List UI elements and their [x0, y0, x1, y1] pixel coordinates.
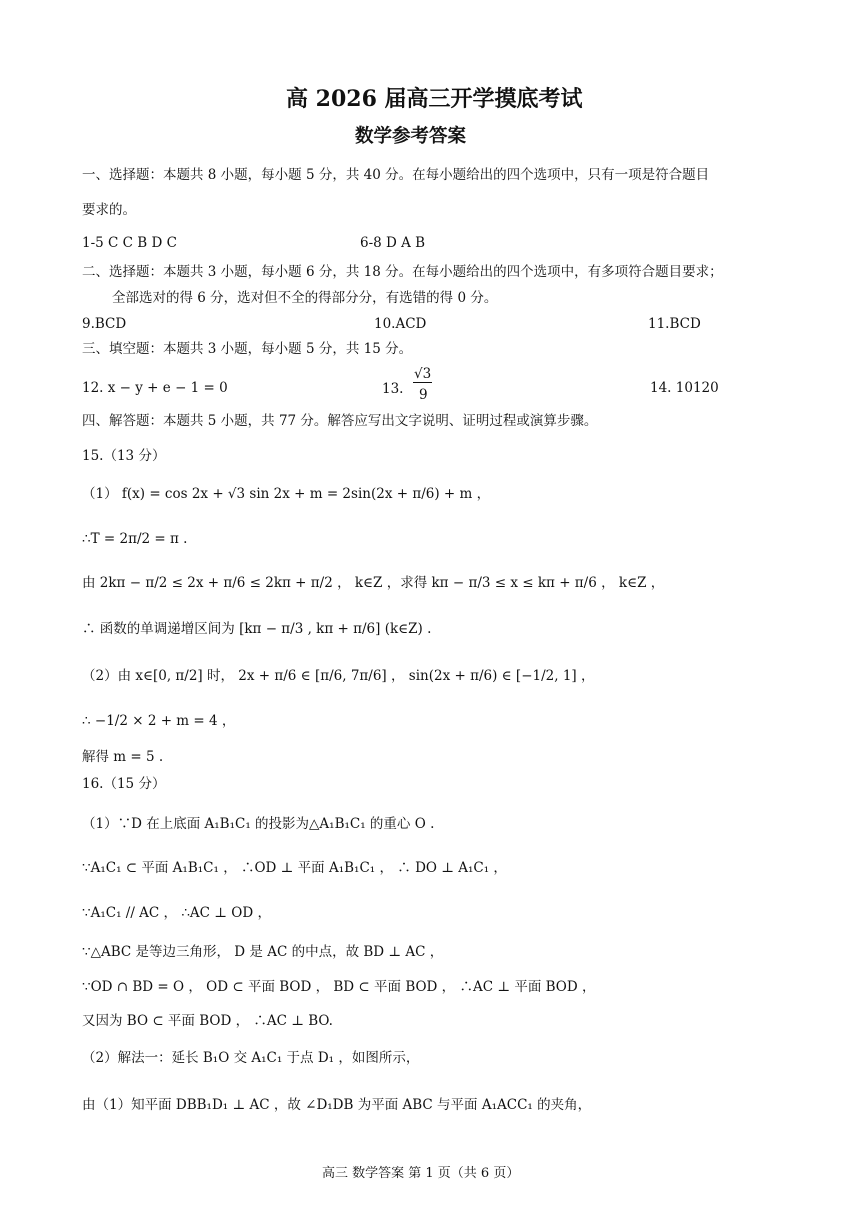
q15-line2: ∴T = 2π/2 = π .: [82, 531, 188, 547]
q15-line5: （2）由 x∈[0, π/2] 时， 2x + π/6 ∈ [π/6, 7π/6] ， sin(2x + π/6) ∈ [−1/2, 1] ，: [82, 668, 595, 684]
q16-label: 16.（15 分）: [82, 776, 166, 792]
section2-heading-line1: 二、选择题：本题共 3 小题，每小题 6 分，共 18 分。在每小题给出的四个选项中，有多项符合题目要求；: [82, 264, 723, 280]
q16-line8: 由（1）知平面 DBB₁D₁ ⊥ AC ，故 ∠D₁DB 为平面 ABC 与平面 A₁ACC₁ 的夹角，: [82, 1097, 592, 1113]
q15-line6: ∴ −1/2 × 2 + m = 4 ，: [82, 713, 236, 729]
q15-line7: 解得 m = 5 .: [82, 749, 164, 765]
section2-heading-line2: 全部选对的得 6 分，选对但不全的得部分分，有选错的得 0 分。: [112, 290, 498, 306]
answers-6-8: 6-8 D A B: [360, 235, 426, 251]
q15-line4: ∴ 函数的单调递增区间为 [kπ − π/3 , kπ + π/6] (k∈Z) .: [82, 621, 432, 637]
page-title: 高 2026 届高三开学摸底考试: [286, 86, 583, 112]
answer-11: 11.BCD: [648, 316, 701, 332]
answers-1-5: 1-5 C C B D C: [82, 235, 177, 251]
q16-line2: ∵A₁C₁ ⊂ 平面 A₁B₁C₁ ， ∴OD ⊥ 平面 A₁B₁C₁ ， ∴ DO ⊥ A₁C₁ ，: [82, 860, 507, 876]
answer-13-prefix: 13.: [382, 381, 404, 397]
answer-13-numerator: √3: [414, 366, 432, 382]
answer-9: 9.BCD: [82, 316, 127, 332]
answer-10: 10.ACD: [374, 316, 427, 332]
section1-heading-line2: 要求的。: [82, 202, 136, 218]
answer-12: 12. x − y + e − 1 = 0: [82, 380, 228, 396]
q16-line6: 又因为 BO ⊂ 平面 BOD ， ∴AC ⊥ BO.: [82, 1013, 333, 1029]
page-footer: 高三 数学答案 第 1 页（共 6 页）: [322, 1166, 520, 1181]
section4-heading: 四、解答题：本题共 5 小题，共 77 分。解答应写出文字说明、证明过程或演算步骤。: [82, 413, 598, 429]
page-subtitle: 数学参考答案: [355, 126, 467, 147]
q16-line7: （2）解法一：延长 B₁O 交 A₁C₁ 于点 D₁ ，如图所示，: [82, 1050, 420, 1066]
q16-line4: ∵△ABC 是等边三角形， D 是 AC 的中点，故 BD ⊥ AC ，: [82, 944, 444, 960]
q16-line5: ∵OD ∩ BD = O ， OD ⊂ 平面 BOD ， BD ⊂ 平面 BOD ， ∴AC ⊥ 平面 BOD ，: [82, 979, 596, 995]
answer-14: 14. 10120: [650, 380, 719, 396]
q15-line3: 由 2kπ − π/2 ≤ 2x + π/6 ≤ 2kπ + π/2 ， k∈Z ，求得 kπ − π/3 ≤ x ≤ kπ + π/6 ， k∈Z ，: [82, 575, 665, 591]
q16-line3: ∵A₁C₁ // AC ， ∴AC ⊥ OD ，: [82, 905, 271, 921]
answer-13-denominator: 9: [419, 387, 428, 403]
section3-heading: 三、填空题：本题共 3 小题，每小题 5 分，共 15 分。: [82, 341, 413, 357]
section1-heading-line1: 一、选择题：本题共 8 小题，每小题 5 分，共 40 分。在每小题给出的四个选项中，只有一项是符合题目: [82, 167, 710, 183]
q15-label: 15.（13 分）: [82, 448, 166, 464]
q15-line1: （1） f(x) = cos 2x + √3 sin 2x + m = 2sin(2x + π/6) + m ，: [82, 486, 491, 502]
q16-line1: （1）∵D 在上底面 A₁B₁C₁ 的投影为△A₁B₁C₁ 的重心 O .: [82, 816, 435, 832]
